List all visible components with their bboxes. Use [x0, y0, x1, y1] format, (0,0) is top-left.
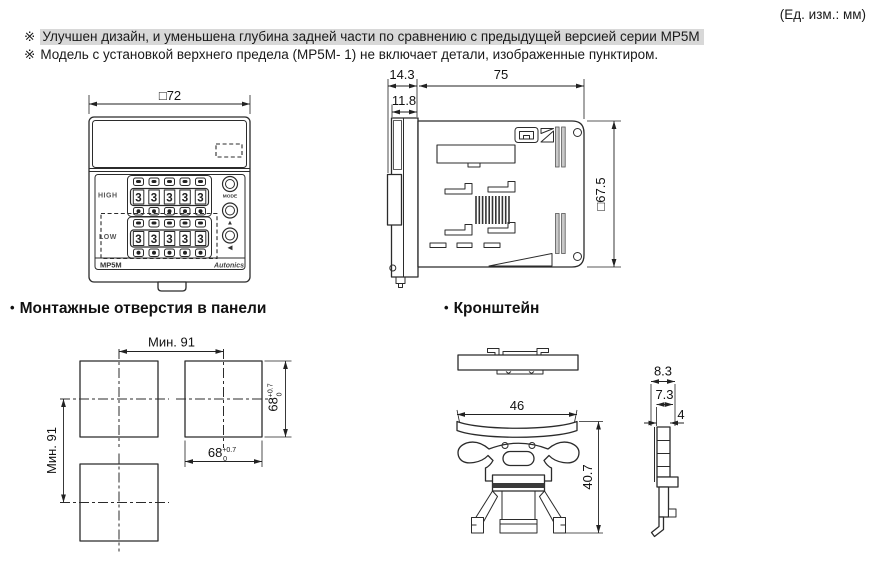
bracket-height-label: 40.7: [580, 464, 595, 490]
note-redesign: [24, 29, 704, 45]
front-width-label: □72: [158, 88, 182, 103]
bottom-tab: [158, 282, 186, 291]
min-vertical-label: Мин. 91: [44, 427, 59, 474]
units-note: (Ед. изм.: мм): [779, 7, 866, 22]
svg-text:3: 3: [197, 234, 204, 246]
side-depth-label: 75: [493, 67, 509, 82]
bracket-side-view: [644, 364, 685, 537]
side-bezel: [388, 118, 419, 288]
side-body: [418, 121, 584, 267]
svg-text:3: 3: [150, 192, 158, 205]
bracket-wing: [457, 422, 577, 438]
low-label: LOW: [99, 234, 117, 241]
bracket-foot: [652, 517, 664, 537]
min-horizontal-label: Мин. 91: [148, 334, 195, 350]
bracket-inner-width-label: 7.3: [655, 387, 674, 402]
svg-text:MODE: MODE: [222, 194, 238, 200]
panel-cutout-drawing: [10, 325, 345, 557]
front-view-drawing: [55, 78, 300, 298]
svg-text:3: 3: [166, 234, 173, 246]
side-height-label: □67.5: [593, 177, 608, 211]
cutout-height-dimension: [265, 361, 292, 437]
svg-text:3: 3: [135, 234, 142, 246]
bullet-icon: •: [444, 300, 449, 315]
up-arrow-icon: ▲: [226, 219, 234, 227]
min-vertical-dimension: [44, 399, 66, 503]
svg-text:3: 3: [181, 234, 189, 246]
bracket-top-view: [458, 349, 578, 375]
side-bezel-depth-label: 11.8: [391, 93, 417, 108]
svg-text:3: 3: [197, 192, 204, 205]
reference-mark: ※: [24, 29, 36, 44]
min-horizontal-dimension: [119, 335, 224, 354]
high-label: HIGH: [98, 192, 118, 200]
bracket-drawing: [440, 330, 795, 565]
reference-mark: ※: [24, 47, 36, 62]
panel-cutout-title: • Монтажные отверстия в панели: [10, 300, 267, 317]
bracket-width-label: 46: [509, 398, 525, 413]
model-label: MP5M: [100, 260, 122, 270]
note-redesign-text: Улучшен дизайн, и уменьшена глубина задней части по сравнению с предыдущей версией серии MP5M: [40, 29, 703, 45]
left-arrow-icon: ◀: [227, 244, 233, 252]
bracket-thickness-label: 4: [677, 407, 685, 422]
bracket-title: • Кронштейн: [444, 300, 540, 317]
bracket-hole: [503, 452, 534, 466]
svg-text:3: 3: [166, 192, 173, 205]
svg-text:3: 3: [135, 192, 142, 205]
cutout-height-label: $68^{+0.7}$ 0: [265, 383, 284, 412]
bullet-icon: •: [10, 300, 15, 315]
thumbwheel-protrusion: [388, 175, 402, 226]
svg-text:3: 3: [181, 192, 189, 205]
bracket-front-view: [457, 398, 603, 533]
cutout-width-label: $68^{+0.7}$ 0: [207, 445, 237, 463]
front-width-dimension: [89, 88, 250, 114]
note-dotted-text: Модель с установкой верхнего предела (MP5M- 1) не включает детали, изображенные пунктиром.: [40, 47, 659, 62]
brand-logo: Autonics: [214, 262, 244, 270]
bracket-top-width-label: 8.3: [653, 363, 673, 379]
side-front-depth-label: 14.3: [389, 67, 415, 82]
svg-text:3: 3: [150, 234, 158, 246]
side-view-drawing: [368, 58, 663, 294]
